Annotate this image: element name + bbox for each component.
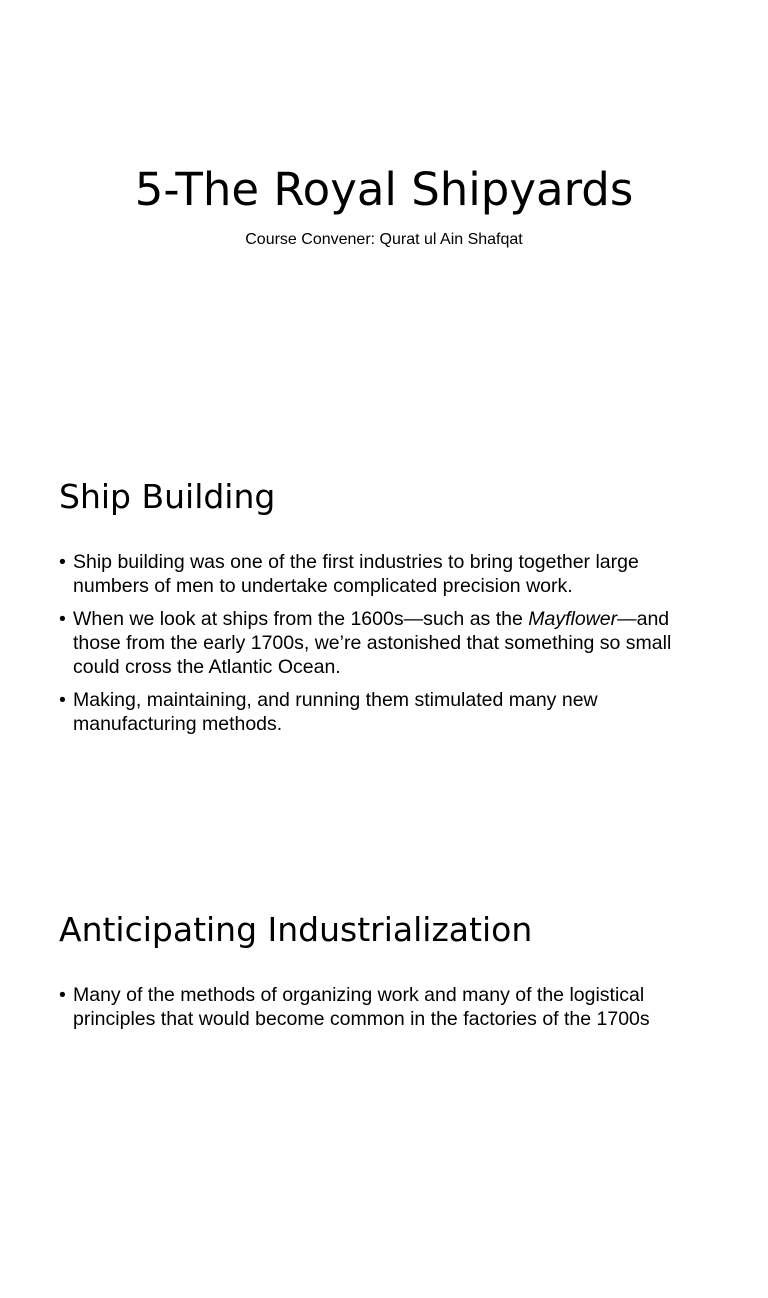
anticipating-industrialization-slide (0, 866, 768, 1298)
ship-name-italic: Mayflower (528, 608, 618, 630)
bullet-text-line: Ship building was one of the first industries to bring together large (73, 551, 639, 573)
bullet-dot: • (59, 689, 66, 711)
bullet-dot: • (59, 551, 66, 573)
bullet-text-line: could cross the Atlantic Ocean. (73, 656, 341, 678)
bullet-text-segment: When we look at ships from the 1600s—such as the (73, 608, 529, 630)
bullet-text-line: Making, maintaining, and running them stimulated many new (73, 689, 598, 711)
ship-building-slide (0, 433, 768, 865)
course-convener-subtitle: Course Convener: Qurat ul Ain Shafqat (245, 231, 523, 248)
presentation-title: 5-The Royal Shipyards (134, 163, 634, 216)
bullet-list (59, 550, 719, 745)
title-slide (0, 0, 768, 432)
bullet-dot: • (59, 984, 66, 1006)
bullet-item (59, 550, 719, 598)
bullet-item (59, 607, 719, 679)
bullet-item (59, 688, 719, 736)
bullet-text-line (73, 607, 719, 631)
slide-heading: Anticipating Industrialization (59, 910, 533, 949)
slide-heading: Ship Building (59, 477, 276, 516)
bullet-text-line: those from the early 1700s, we’re astonished that something so small (73, 632, 672, 654)
bullet-text-segment: —and (617, 608, 670, 630)
bullet-list (59, 983, 719, 1040)
bullet-text-line: manufacturing methods. (73, 713, 283, 735)
bullet-text-line: Many of the methods of organizing work and many of the logistical (73, 984, 645, 1006)
bullet-dot: • (59, 608, 66, 630)
bullet-text-line: principles that would become common in the factories of the 1700s (73, 1008, 650, 1030)
bullet-text-line: numbers of men to undertake complicated precision work. (73, 575, 573, 597)
